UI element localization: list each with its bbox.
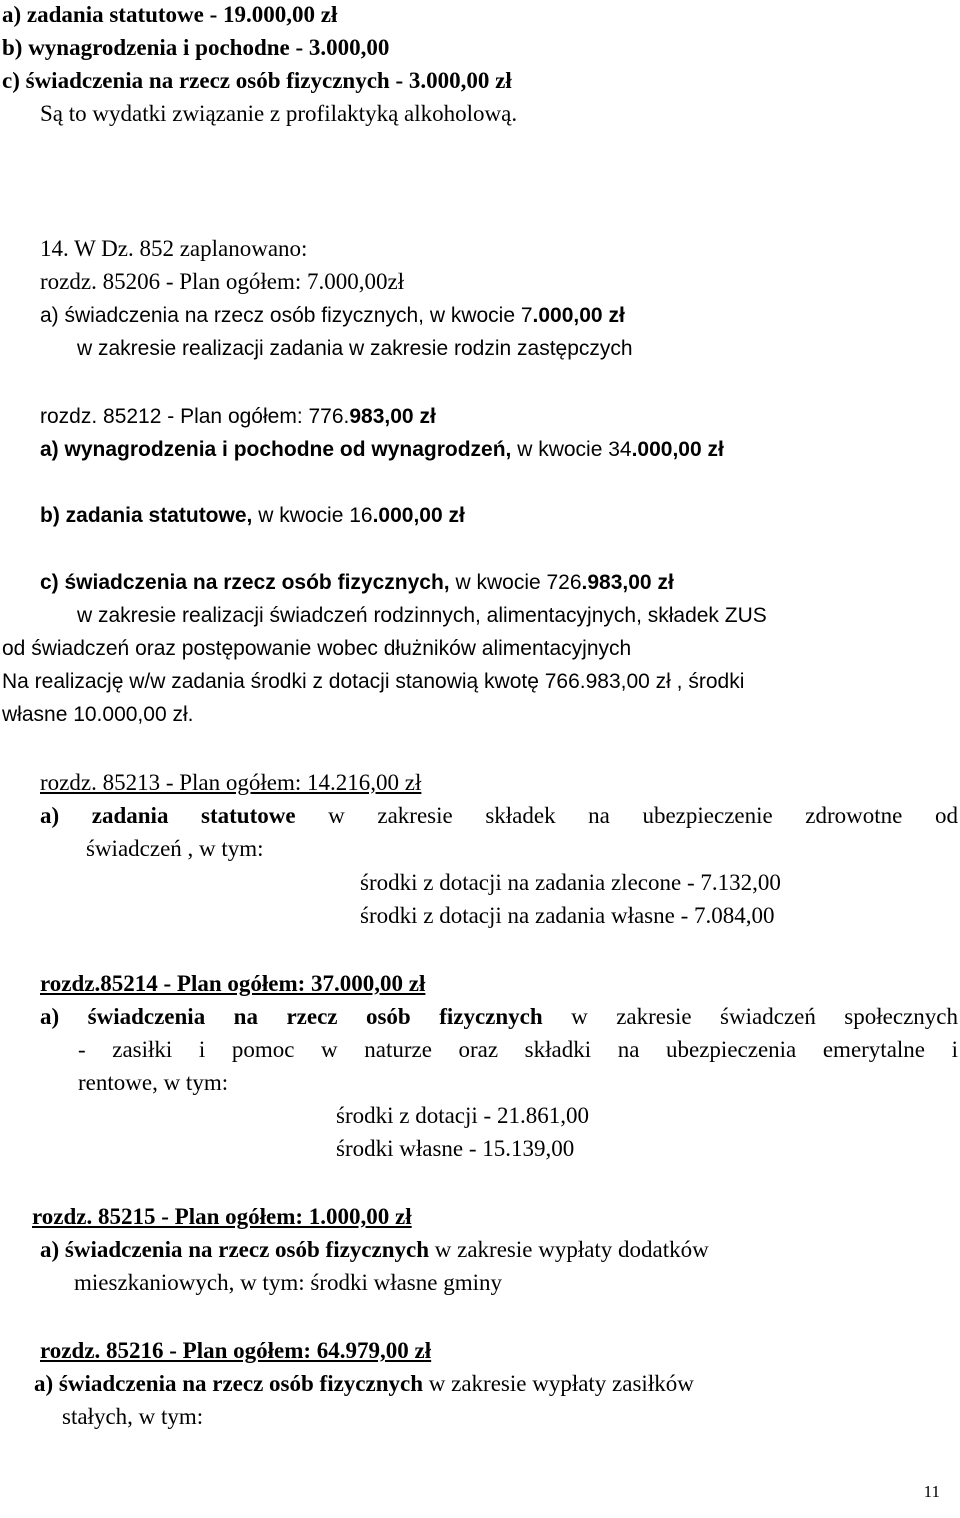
r85212-item-b	[40, 499, 465, 532]
r85216-item-a-label: a) świadczenia na rzecz osób fizycznych	[34, 1371, 424, 1396]
r85215-item-a-scope: w zakresie wypłaty dodatków	[429, 1237, 709, 1262]
r85213-subsidy-own: środki z dotacji na zadania własne - 7.084,00	[360, 903, 775, 928]
r85216-item-a-cont: stałych, w tym:	[62, 1404, 204, 1429]
r85213-item-a-cont: świadczeń , w tym:	[86, 836, 264, 861]
r85212-item-c-label: c) świadczenia na rzecz osób fizycznych,	[40, 571, 450, 594]
r85213-item-a-label: a) zadania statutowe	[40, 803, 296, 828]
r85212-scope-4: własne 10.000,00 zł.	[2, 703, 194, 726]
r85214-item-a-cont-2: rentowe, w tym:	[78, 1070, 229, 1095]
r85212-scope-3: Na realizację w/w zadania środki z dotacji stanowią kwotę 766.983,00 zł , środki	[2, 670, 745, 693]
r85206-item-a-amount-lead: w kwocie 7	[424, 304, 533, 327]
r85214-item-a-cont-1: - zasiłki i pomoc w naturze oraz składki na ubezpieczenia emerytalne i	[78, 1037, 958, 1062]
r85212-item-a-label: a) wynagrodzenia i pochodne od wynagrodzeń,	[40, 438, 512, 461]
r85215-item-a	[40, 1233, 709, 1266]
r85214-item-a-label: a) świadczenia na rzecz osób fizycznych	[40, 1004, 543, 1029]
intro-line-wages: b) wynagrodzenia i pochodne - 3.000,00	[2, 35, 390, 60]
intro-line-statutory-tasks: a) zadania statutowe - 19.000,00 zł	[2, 2, 338, 27]
r85212-heading	[40, 400, 436, 433]
intro-line-benefits: c) świadczenia na rzecz osób fizycznych - 3.000,00 zł	[2, 68, 512, 93]
r85206-heading: rozdz. 85206 - Plan ogółem: 7.000,00zł	[40, 269, 405, 294]
r85212-item-c	[40, 566, 674, 599]
r85212-item-b-amount: .000,00 zł	[372, 504, 465, 527]
r85212-item-a	[40, 433, 724, 466]
r85214-item-a-scope: w zakresie świadczeń społecznych	[542, 1004, 958, 1029]
r85216-item-a-scope: w zakresie wypłaty zasiłków	[423, 1371, 694, 1396]
r85216-heading: rozdz. 85216 - Plan ogółem: 64.979,00 zł	[40, 1338, 432, 1363]
r85213-item-a	[40, 799, 958, 832]
r85212-scope-1: w zakresie realizacji świadczeń rodzinnych, alimentacyjnych, składek ZUS	[77, 604, 767, 627]
r85214-item-a	[40, 1000, 958, 1033]
section-14-heading: 14. W Dz. 852 zaplanowano:	[40, 236, 308, 261]
r85212-heading-text: rozdz. 85212 - Plan ogółem: 776.	[40, 405, 350, 428]
r85212-item-c-lead: w kwocie 726	[449, 571, 582, 594]
r85214-subsidy: środki z dotacji - 21.861,00	[336, 1103, 589, 1128]
r85212-item-a-lead: w kwocie 34	[511, 438, 632, 461]
r85214-heading: rozdz.85214 - Plan ogółem: 37.000,00 zł	[40, 971, 426, 996]
r85212-scope-2: od świadczeń oraz postępowanie wobec dłużników alimentacyjnych	[2, 637, 632, 660]
r85212-item-a-amount: .000,00 zł	[631, 438, 724, 461]
r85212-item-b-lead: w kwocie 16	[252, 504, 373, 527]
r85206-item-a	[40, 299, 625, 332]
page-number: 11	[923, 1482, 940, 1501]
r85213-subsidy-commissioned: środki z dotacji na zadania zlecone - 7.132,00	[360, 870, 781, 895]
r85213-heading: rozdz. 85213 - Plan ogółem: 14.216,00 zł	[40, 770, 422, 795]
r85215-item-a-cont: mieszkaniowych, w tym: środki własne gminy	[74, 1270, 502, 1295]
r85206-item-a-amount: .000,00 zł	[532, 304, 625, 327]
r85214-own-funds: środki własne - 15.139,00	[336, 1136, 575, 1161]
r85212-item-c-amount: .983,00 zł	[581, 571, 674, 594]
r85206-item-a-label: a) świadczenia na rzecz osób fizycznych,	[40, 304, 424, 327]
r85206-scope: w zakresie realizacji zadania w zakresie rodzin zastępczych	[77, 337, 633, 360]
r85212-item-b-label: b) zadania statutowe,	[40, 504, 253, 527]
r85212-heading-amount: 983,00 zł	[349, 405, 436, 428]
r85215-item-a-label: a) świadczenia na rzecz osób fizycznych	[40, 1237, 430, 1262]
r85215-heading: rozdz. 85215 - Plan ogółem: 1.000,00 zł	[32, 1204, 412, 1229]
intro-line-alcohol-note: Są to wydatki związanie z profilaktyką alkoholową.	[40, 101, 518, 126]
r85213-item-a-scope: w zakresie składek na ubezpieczenie zdrowotne od	[295, 803, 958, 828]
r85216-item-a	[34, 1367, 694, 1400]
